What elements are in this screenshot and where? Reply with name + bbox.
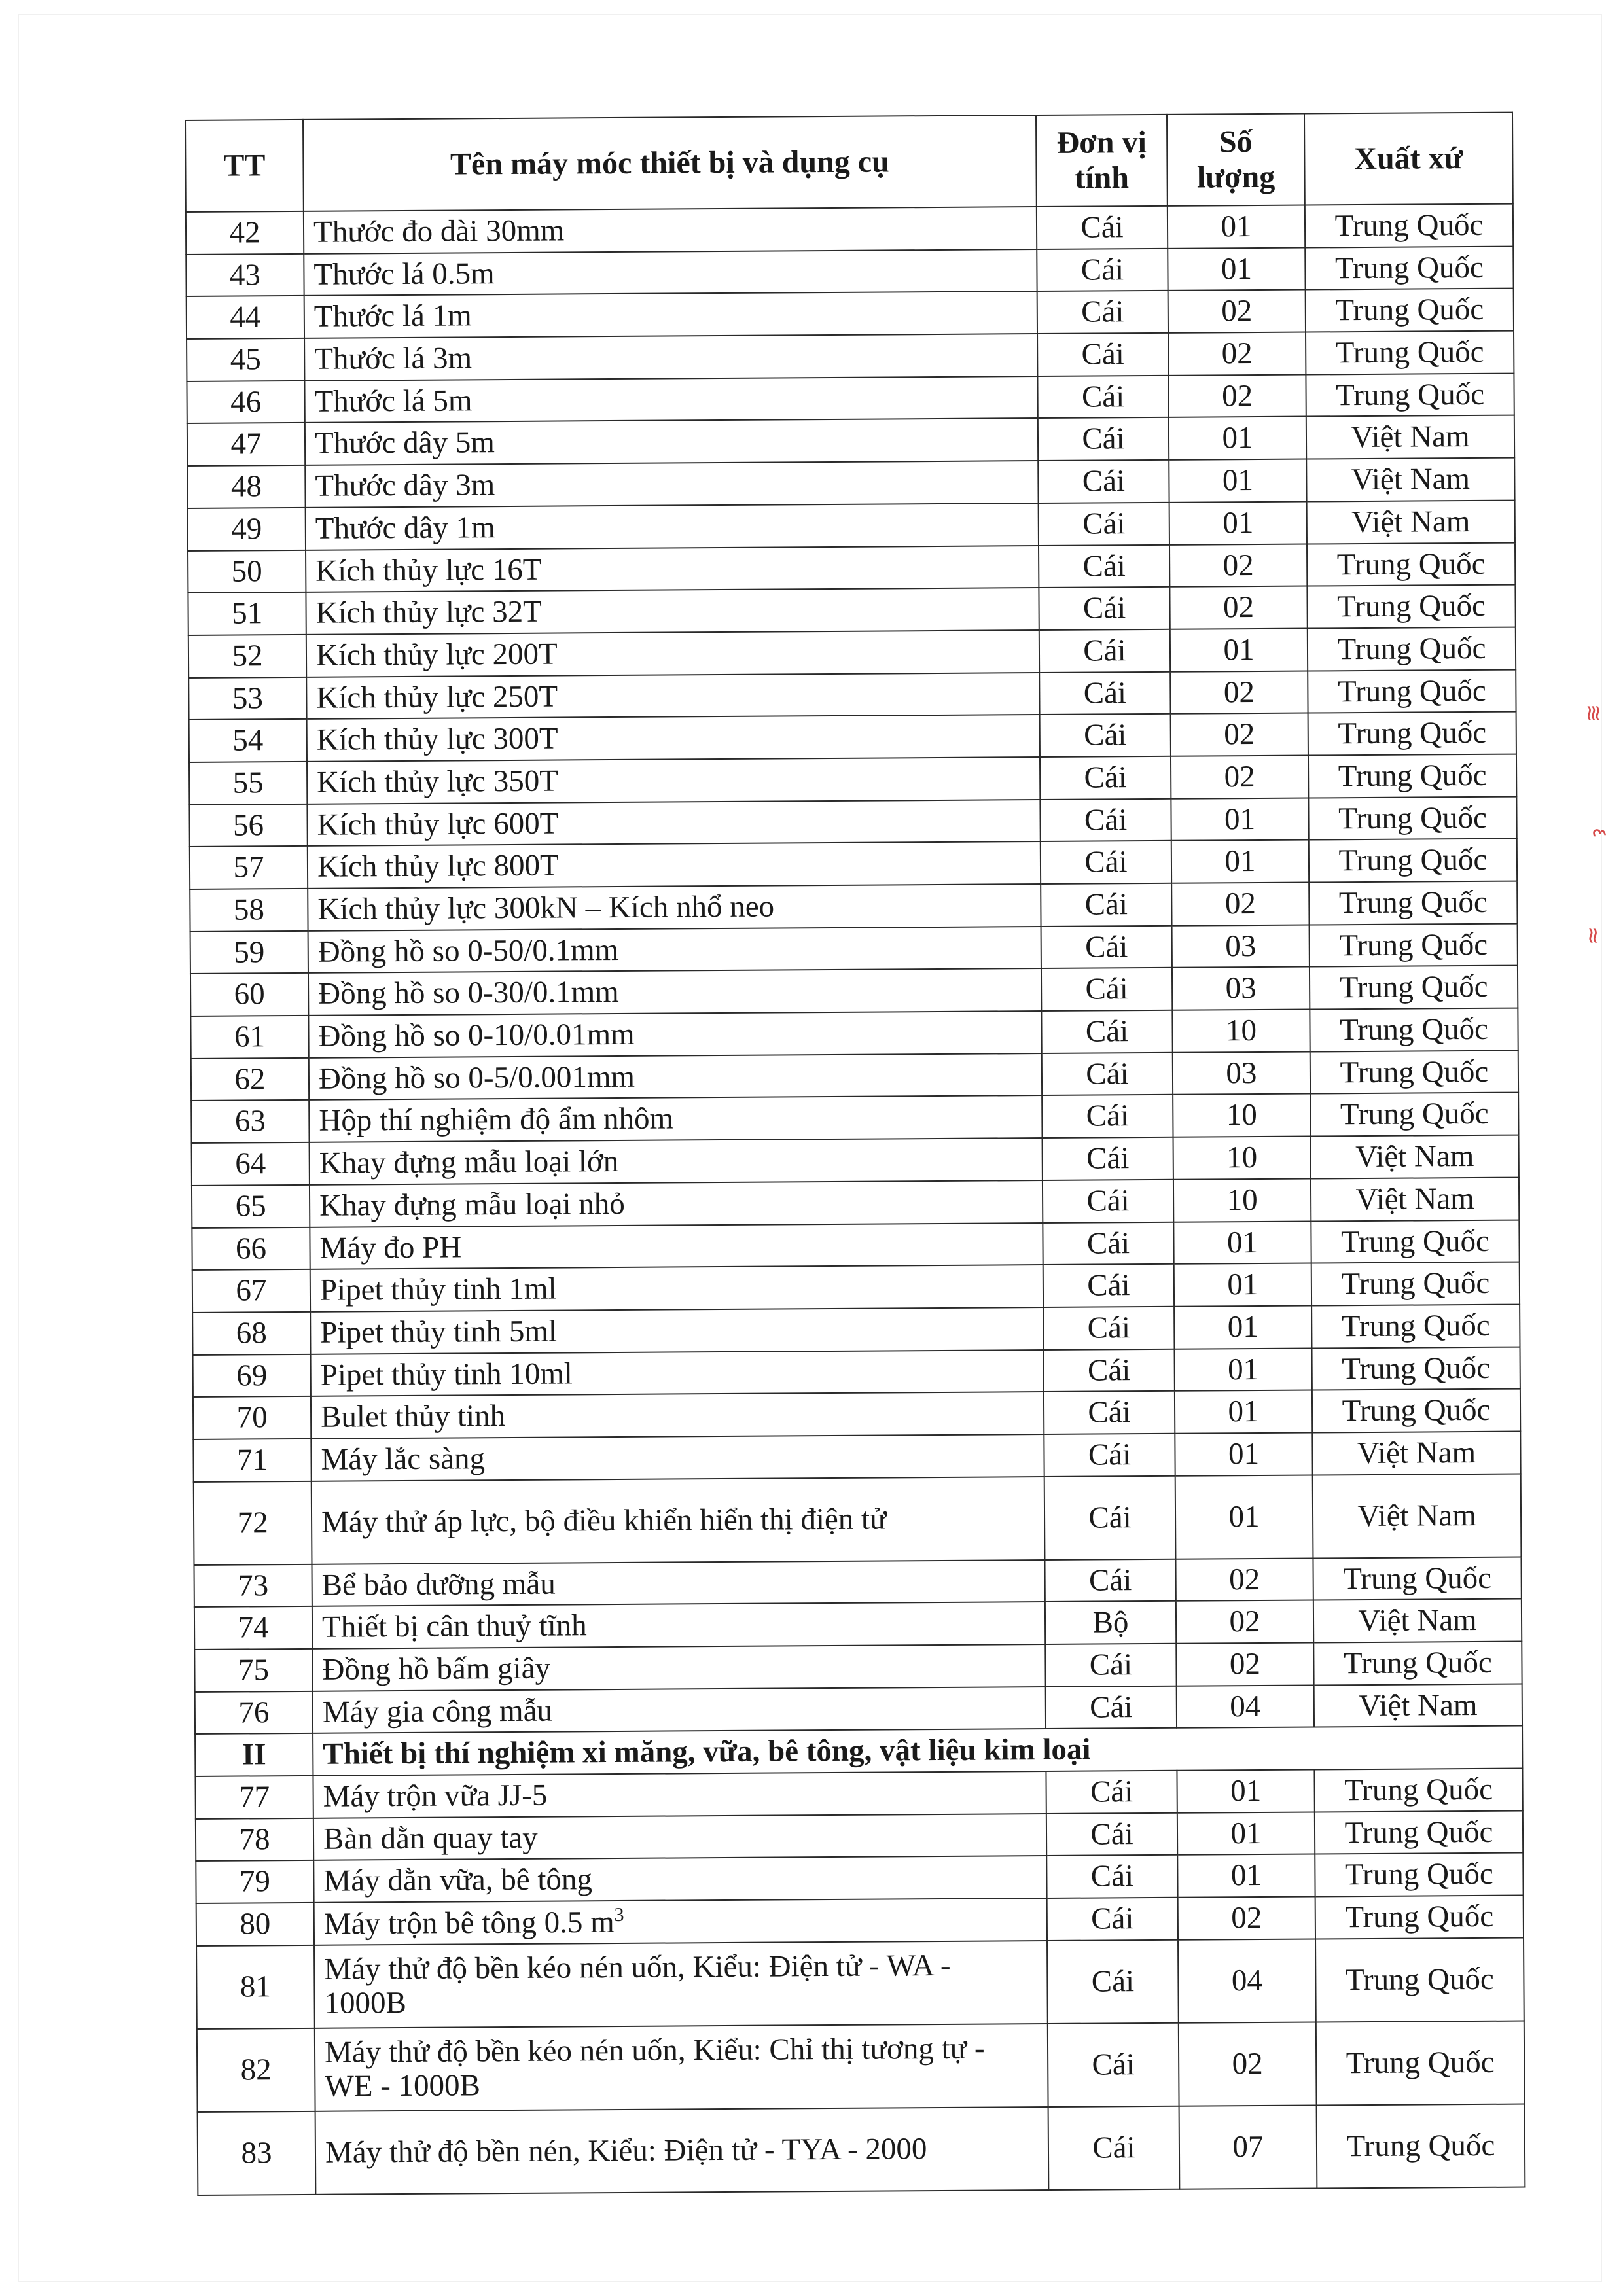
cell-origin: Trung Quốc	[1310, 1050, 1518, 1094]
cell-name: Đồng hồ bấm giây	[312, 1644, 1045, 1691]
cell-unit: Cái	[1037, 249, 1168, 292]
cell-name: Thước dây 5m	[305, 418, 1038, 465]
cell-tt: 48	[187, 465, 305, 508]
margin-handwriting-mark: ٤	[1588, 827, 1611, 838]
cell-tt: 79	[196, 1860, 313, 1903]
table-row	[187, 289, 1514, 339]
cell-qty: 01	[1171, 840, 1309, 883]
cell-qty: 01	[1174, 1305, 1311, 1349]
cell-origin: Việt Nam	[1306, 458, 1514, 502]
cell-unit: Cái	[1046, 1813, 1177, 1856]
cell-tt: 56	[189, 804, 307, 847]
cell-name: Kích thủy lực 16T	[306, 546, 1039, 593]
cell-qty: 02	[1175, 1558, 1313, 1601]
cell-unit: Cái	[1037, 206, 1168, 249]
cell-name: Kích thủy lực 200T	[306, 630, 1039, 677]
cell-origin: Trung Quốc	[1311, 1347, 1520, 1390]
cell-unit: Cái	[1041, 841, 1171, 884]
cell-qty: 03	[1172, 925, 1310, 968]
cell-unit: Cái	[1041, 1010, 1172, 1053]
cell-qty: 01	[1174, 1263, 1311, 1307]
table-row	[191, 1093, 1518, 1143]
cell-unit: Cái	[1043, 1222, 1173, 1265]
cell-unit: Cái	[1041, 968, 1172, 1011]
cell-tt: 69	[193, 1354, 311, 1397]
table-row	[188, 627, 1516, 677]
table-row	[188, 585, 1515, 635]
cell-origin: Trung Quốc	[1308, 669, 1516, 713]
cell-name: Máy đo PH	[310, 1223, 1043, 1270]
cell-unit: Cái	[1044, 1475, 1176, 1559]
cell-unit: Cái	[1044, 1559, 1175, 1602]
cell-qty: 02	[1168, 374, 1306, 417]
cell-unit: Cái	[1043, 1137, 1173, 1180]
cell-origin: Trung Quốc	[1313, 1642, 1522, 1686]
header-origin: Xuất xứ	[1304, 113, 1513, 205]
section-row-II	[195, 1726, 1522, 1776]
cell-name: Pipet thủy tinh 1ml	[310, 1265, 1043, 1312]
cell-tt: 66	[192, 1227, 310, 1270]
cell-qty: 02	[1170, 671, 1308, 714]
cell-qty: 02	[1176, 1643, 1313, 1686]
cell-unit: Cái	[1043, 1180, 1173, 1223]
cell-qty: 04	[1178, 1939, 1316, 2022]
cell-unit: Cái	[1042, 1095, 1173, 1138]
cell-unit: Cái	[1037, 333, 1168, 376]
cell-origin: Trung Quốc	[1310, 1093, 1518, 1137]
cell-name	[314, 1898, 1047, 1945]
cell-name: Kích thủy lực 32T	[306, 588, 1039, 635]
cell-unit: Cái	[1039, 544, 1169, 588]
cell-origin: Trung Quốc	[1309, 881, 1517, 925]
cell-qty: 02	[1171, 883, 1309, 926]
cell-origin: Việt Nam	[1313, 1474, 1522, 1558]
cell-name: Hộp thí nghiệm độ ẩm nhôm	[309, 1095, 1042, 1142]
cell-tt: 63	[191, 1100, 309, 1143]
cell-tt: 51	[188, 592, 306, 635]
cell-qty: 04	[1177, 1685, 1314, 1728]
cell-unit: Cái	[1040, 798, 1171, 841]
cell-qty: 02	[1171, 755, 1308, 798]
table-row	[190, 839, 1517, 889]
table-row	[196, 1937, 1524, 2028]
cell-origin: Trung Quốc	[1317, 2104, 1525, 2188]
cell-tt: 62	[191, 1058, 309, 1101]
cell-name: Máy thử độ bền nén, Kiểu: Điện tử - TYA - 2000	[315, 2107, 1049, 2195]
cell-name: Đồng hồ so 0-30/0.1mm	[308, 968, 1041, 1016]
cell-origin: Trung Quốc	[1308, 754, 1516, 798]
cell-name: Máy gia công mẫu	[313, 1687, 1046, 1734]
cell-origin: Trung Quốc	[1310, 1008, 1518, 1052]
cell-tt: 77	[195, 1776, 313, 1819]
table-row	[189, 754, 1516, 805]
cell-origin: Trung Quốc	[1306, 373, 1514, 417]
cell-origin: Việt Nam	[1314, 1684, 1522, 1727]
header-unit: Đơn vị tính	[1036, 115, 1168, 207]
cell-qty: 03	[1172, 967, 1310, 1010]
cell-tt: 53	[188, 677, 306, 720]
cell-unit: Cái	[1044, 1391, 1175, 1434]
cell-name: Kích thủy lực 800T	[308, 841, 1041, 889]
cell-origin: Trung Quốc	[1309, 839, 1517, 883]
table-row	[187, 331, 1514, 381]
cell-origin: Trung Quốc	[1310, 966, 1518, 1010]
cell-unit: Cái	[1039, 587, 1169, 630]
cell-qty: 01	[1171, 798, 1308, 841]
cell-unit: Cái	[1039, 629, 1170, 673]
cell-origin: Việt Nam	[1313, 1599, 1522, 1643]
cell-origin: Trung Quốc	[1311, 1262, 1520, 1306]
cell-name: Thiết bị cân thuỷ tĩnh	[312, 1602, 1045, 1649]
cell-name: Khay đựng mẫu loại nhỏ	[310, 1180, 1043, 1227]
cell-name: Máy thử áp lực, bộ điều khiển hiển thị điện tử	[312, 1477, 1045, 1564]
table-row	[198, 2104, 1525, 2195]
margin-handwriting-mark: ≈	[1580, 926, 1607, 945]
cell-origin: Trung Quốc	[1307, 585, 1515, 629]
cell-tt: 54	[189, 719, 307, 762]
cell-unit: Cái	[1039, 671, 1170, 715]
cell-qty: 01	[1177, 1854, 1315, 1898]
cell-tt: 58	[190, 889, 308, 932]
cell-qty: 01	[1173, 1221, 1311, 1264]
cell-name: Kích thủy lực 300T	[307, 715, 1040, 762]
cell-origin: Trung Quốc	[1308, 796, 1516, 840]
cell-name: Kích thủy lực 300kN – Kích nhổ neo	[308, 884, 1041, 931]
cell-name: Thước đo dài 30mm	[304, 207, 1037, 254]
cell-origin: Trung Quốc	[1315, 1937, 1524, 2022]
cell-qty: 01	[1169, 459, 1306, 503]
cell-name: Pipet thủy tinh 5ml	[310, 1307, 1043, 1354]
cell-qty: 01	[1175, 1432, 1312, 1475]
cell-unit: Cái	[1043, 1264, 1174, 1307]
table-row	[188, 542, 1515, 593]
cell-qty: 01	[1169, 417, 1306, 460]
cell-name: Thước lá 3m	[304, 334, 1037, 381]
cell-origin: Trung Quốc	[1311, 1304, 1520, 1348]
cell-unit: Cái	[1045, 1644, 1176, 1687]
cell-unit: Cái	[1037, 376, 1168, 419]
table-row	[192, 1220, 1519, 1270]
cell-qty: 03	[1173, 1051, 1310, 1095]
cell-tt: 50	[188, 550, 306, 593]
cell-tt: 74	[194, 1606, 312, 1650]
cell-tt: 68	[192, 1312, 310, 1355]
section-title: Thiết bị thí nghiệm xi măng, vữa, bê tông, vật liệu kim loại	[313, 1726, 1522, 1776]
cell-name: Bulet thủy tinh	[311, 1392, 1044, 1439]
cell-qty: 01	[1168, 205, 1305, 249]
cell-unit: Cái	[1047, 1940, 1179, 2024]
cell-tt: 64	[192, 1142, 310, 1186]
cell-tt: 43	[186, 254, 304, 297]
table-row	[193, 1347, 1520, 1397]
cell-name: Kích thủy lực 350T	[307, 757, 1040, 804]
cell-qty: 02	[1176, 1600, 1313, 1644]
cell-unit: Cái	[1039, 503, 1169, 546]
cell-unit: Cái	[1040, 714, 1171, 757]
cell-name: Bàn dằn quay tay	[313, 1814, 1046, 1861]
cell-name: Máy thử độ bền kéo nén uốn, Kiểu: Điện tử - WA - 1000B	[314, 1941, 1048, 2028]
cell-unit: Cái	[1043, 1307, 1174, 1350]
cell-name: Thước lá 1m	[304, 291, 1037, 338]
cell-tt: 57	[190, 846, 308, 889]
cell-name: Máy trộn vữa JJ-5	[313, 1771, 1046, 1818]
cell-tt: 76	[195, 1691, 313, 1735]
cell-tt: 46	[187, 381, 304, 424]
cell-origin: Trung Quốc	[1306, 331, 1514, 375]
cell-tt: 81	[196, 1945, 315, 2029]
table-row	[192, 1262, 1520, 1313]
cell-origin: Việt Nam	[1311, 1177, 1519, 1221]
table-row	[194, 1599, 1522, 1650]
table-row	[192, 1135, 1519, 1186]
cell-tt: 80	[196, 1903, 314, 1946]
cell-tt: 65	[192, 1185, 310, 1228]
cell-name: Kích thủy lực 250T	[306, 673, 1039, 720]
cell-unit: Cái	[1044, 1434, 1175, 1477]
cell-qty: 01	[1177, 1770, 1314, 1813]
cell-unit: Cái	[1048, 2023, 1179, 2107]
cell-tt: 83	[198, 2111, 316, 2195]
cell-qty: 10	[1173, 1178, 1311, 1222]
cell-unit: Cái	[1041, 883, 1171, 927]
cell-qty: 10	[1173, 1137, 1311, 1180]
table-row	[188, 669, 1516, 720]
section-number: II	[195, 1733, 313, 1776]
cell-origin: Trung Quốc	[1306, 289, 1514, 332]
header-qty: Số lượng	[1167, 114, 1305, 206]
cell-origin: Trung Quốc	[1315, 1896, 1524, 1939]
cell-qty: 01	[1168, 247, 1305, 291]
table-row	[195, 1684, 1522, 1734]
table-row	[194, 1474, 1522, 1564]
cell-origin: Trung Quốc	[1315, 1810, 1523, 1854]
cell-unit: Cái	[1044, 1349, 1175, 1392]
cell-name: Đồng hồ so 0-5/0.001mm	[309, 1053, 1042, 1101]
cell-qty: 07	[1179, 2105, 1317, 2189]
cell-name: Máy thử độ bền kéo nén uốn, Kiểu: Chỉ thị tương tự - WE - 1000B	[315, 2024, 1048, 2111]
table-row	[194, 1642, 1522, 1692]
cell-qty: 01	[1177, 1812, 1315, 1855]
cell-tt: 45	[187, 338, 304, 381]
header-name: Tên máy móc thiết bị và dụng cụ	[303, 115, 1037, 211]
table-row	[196, 1810, 1523, 1861]
table-body-part-a	[186, 204, 1522, 1735]
margin-handwriting-mark: ≋	[1580, 703, 1607, 723]
cell-qty: 02	[1169, 586, 1307, 629]
table-row	[188, 500, 1515, 550]
table-row	[195, 1769, 1522, 1819]
table-row	[190, 966, 1518, 1016]
table-row	[193, 1432, 1520, 1482]
cell-origin: Việt Nam	[1306, 415, 1514, 459]
cell-unit: Cái	[1042, 1053, 1173, 1096]
header-tt: TT	[185, 120, 304, 212]
cell-tt: 70	[193, 1396, 311, 1439]
table-row	[187, 415, 1514, 466]
cell-qty: 10	[1173, 1094, 1310, 1137]
cell-tt: 78	[196, 1818, 313, 1862]
cell-tt: 52	[188, 635, 306, 678]
cell-unit: Cái	[1041, 925, 1172, 968]
table-row	[197, 2021, 1525, 2111]
table-row	[187, 373, 1514, 423]
cell-tt: 82	[197, 2028, 315, 2112]
table-row	[190, 1008, 1518, 1059]
cell-origin: Trung Quốc	[1305, 246, 1513, 290]
table-row	[186, 246, 1513, 296]
cell-tt: 44	[187, 296, 304, 339]
cell-qty: 01	[1175, 1475, 1313, 1559]
cell-origin: Việt Nam	[1311, 1135, 1519, 1179]
table-row	[186, 204, 1513, 255]
cell-qty: 02	[1171, 713, 1308, 756]
cell-tt: 67	[192, 1269, 310, 1313]
cell-unit: Cái	[1037, 291, 1168, 334]
cell-unit: Cái	[1047, 1898, 1178, 1941]
table-row	[190, 881, 1517, 932]
cell-qty: 02	[1179, 2022, 1317, 2106]
cell-name: Pipet thủy tinh 10ml	[311, 1350, 1044, 1397]
cell-tt: 55	[189, 762, 307, 805]
cell-name: Đồng hồ so 0-10/0.01mm	[308, 1011, 1041, 1058]
cell-tt: 42	[186, 211, 304, 255]
cell-qty: 02	[1169, 544, 1307, 587]
cell-origin: Trung Quốc	[1315, 1853, 1523, 1897]
cell-name: Khay đựng mẫu loại lớn	[310, 1138, 1043, 1185]
table-row	[189, 796, 1516, 847]
cell-name: Đồng hồ so 0-50/0.1mm	[308, 927, 1041, 974]
table-row	[187, 458, 1514, 508]
equipment-table	[185, 112, 1525, 2196]
cell-unit: Cái	[1046, 1855, 1177, 1898]
cell-origin: Trung Quốc	[1310, 923, 1518, 967]
cell-origin: Việt Nam	[1312, 1432, 1520, 1475]
table-row	[190, 923, 1518, 974]
cell-name: Thước lá 5m	[304, 376, 1037, 423]
cell-name-text: Máy trộn bê tông 0.5 m	[323, 1905, 615, 1941]
cell-unit: Cái	[1040, 756, 1171, 800]
table-row	[194, 1557, 1521, 1607]
cell-tt: 47	[187, 423, 305, 466]
cell-origin: Trung Quốc	[1307, 542, 1515, 586]
cell-qty: 01	[1169, 501, 1307, 544]
cell-origin: Trung Quốc	[1314, 1769, 1522, 1812]
cell-qty: 02	[1168, 290, 1306, 333]
cell-tt: 59	[190, 931, 308, 974]
cell-qty: 01	[1175, 1348, 1312, 1391]
cell-tt: 71	[193, 1439, 311, 1482]
cell-tt: 73	[194, 1564, 312, 1607]
cell-tt: 75	[194, 1649, 312, 1692]
table-row	[189, 712, 1516, 762]
cell-name-superscript: 3	[614, 1904, 624, 1926]
cell-name: Thước dây 1m	[306, 503, 1039, 550]
cell-origin: Trung Quốc	[1308, 712, 1516, 756]
cell-tt: 60	[190, 973, 308, 1016]
table-row	[196, 1853, 1523, 1903]
table-header-row	[185, 113, 1513, 212]
cell-name: Thước dây 3m	[305, 461, 1038, 508]
cell-name: Kích thủy lực 600T	[307, 800, 1040, 847]
cell-origin: Trung Quốc	[1312, 1389, 1520, 1433]
cell-name: Bể bảo dưỡng mẫu	[312, 1560, 1044, 1607]
cell-unit: Cái	[1048, 2106, 1180, 2190]
cell-name: Máy dằn vữa, bê tông	[313, 1856, 1046, 1903]
cell-unit: Cái	[1046, 1686, 1177, 1729]
cell-unit: Cái	[1038, 460, 1169, 503]
table-body-part-b	[195, 1769, 1525, 2195]
table-row	[196, 1896, 1524, 1946]
table-row	[192, 1177, 1519, 1227]
cell-origin: Trung Quốc	[1313, 1557, 1521, 1600]
cell-origin: Trung Quốc	[1305, 204, 1513, 248]
cell-qty: 02	[1168, 332, 1306, 376]
cell-origin: Việt Nam	[1307, 500, 1515, 544]
table-row	[191, 1050, 1518, 1101]
cell-tt: 49	[188, 508, 306, 551]
cell-unit: Cái	[1046, 1771, 1177, 1814]
cell-name: Thước lá 0.5m	[304, 249, 1037, 296]
cell-tt: 61	[190, 1016, 308, 1059]
cell-qty: 10	[1172, 1010, 1310, 1053]
table-row	[193, 1389, 1520, 1439]
cell-unit: Bộ	[1045, 1601, 1176, 1644]
table-row	[192, 1304, 1520, 1354]
cell-origin: Trung Quốc	[1311, 1220, 1519, 1263]
cell-qty: 02	[1178, 1897, 1315, 1940]
cell-origin: Trung Quốc	[1308, 627, 1516, 671]
cell-tt: 72	[194, 1481, 312, 1564]
cell-name: Máy lắc sàng	[311, 1434, 1044, 1481]
cell-unit: Cái	[1038, 417, 1169, 461]
cell-qty: 01	[1175, 1390, 1312, 1434]
cell-qty: 01	[1170, 628, 1308, 671]
cell-origin: Trung Quốc	[1316, 2021, 1525, 2105]
